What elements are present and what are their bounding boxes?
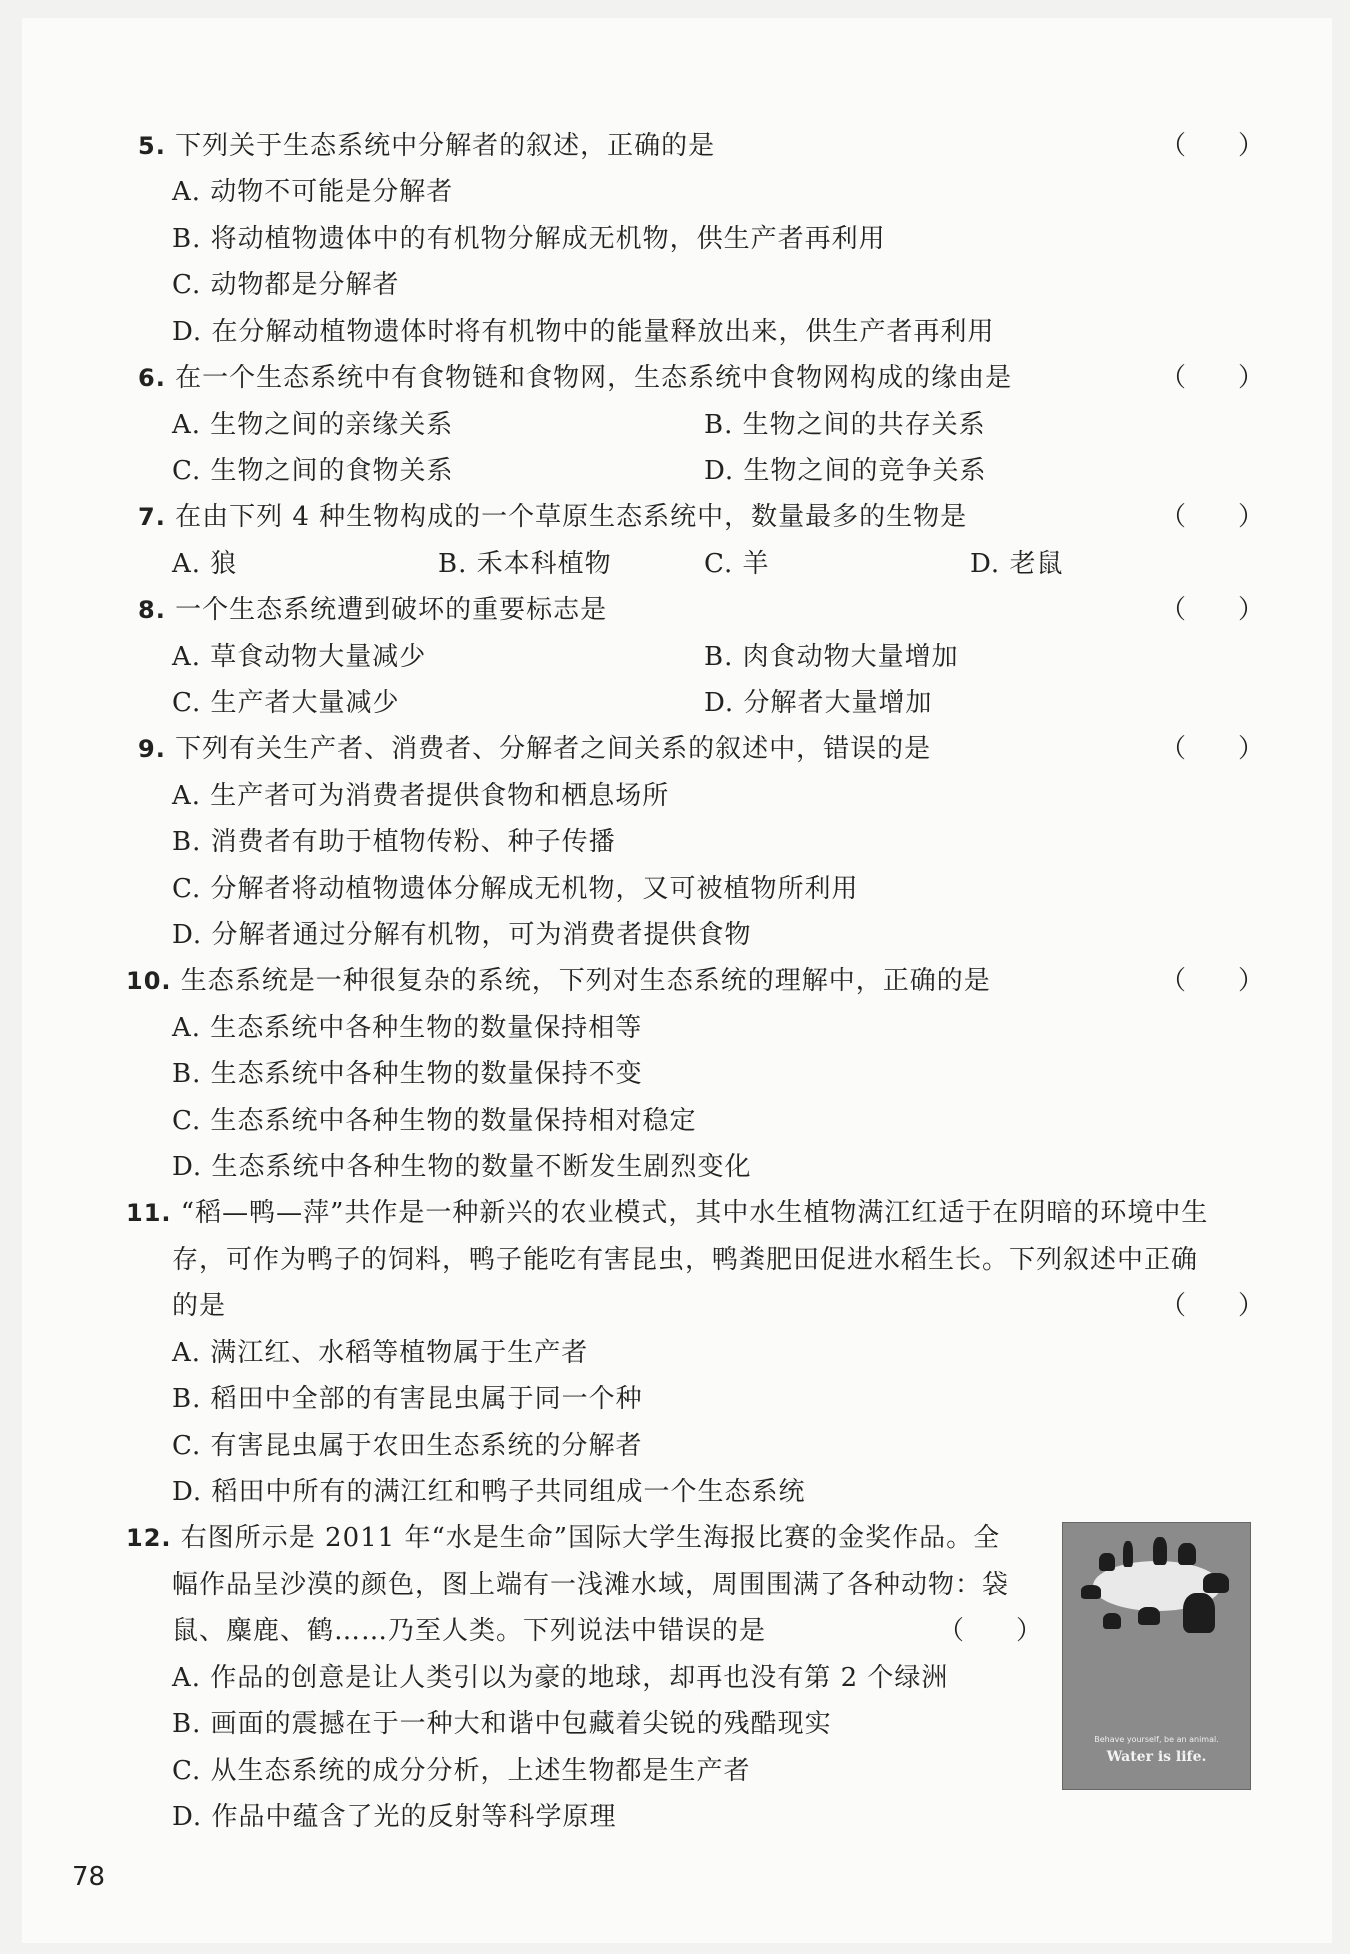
answer-parenthesis[interactable]: （ ） (1160, 502, 1265, 532)
option-b: B. 消费者有助于植物传粉、种子传播 (172, 827, 616, 857)
option-c: C. 分解者将动植物遗体分解成无机物，又可被植物所利用 (172, 874, 859, 904)
question-number: 10. (126, 967, 172, 995)
option-c: C. 有害昆虫属于农田生态系统的分解者 (172, 1431, 643, 1461)
page-number: 78 (72, 1862, 106, 1892)
question-10-stem (126, 966, 991, 996)
option-a: A. 生物之间的亲缘关系 (172, 410, 454, 440)
animal-silhouette (1081, 1585, 1101, 1599)
question-text-continued: 的是 (172, 1291, 227, 1321)
option-d: D. 在分解动植物遗体时将有机物中的能量释放出来，供生产者再利用 (172, 317, 995, 347)
question-5-stem (138, 131, 715, 161)
answer-parenthesis[interactable]: （ ） (1160, 734, 1265, 764)
question-text: 在一个生态系统中有食物链和食物网，生态系统中食物网构成的缘由是 (175, 363, 1013, 393)
option-a: A. 草食动物大量减少 (172, 642, 427, 672)
question-7-stem (138, 502, 967, 532)
animal-silhouette (1138, 1607, 1160, 1625)
option-b: B. 稻田中全部的有害昆虫属于同一个种 (172, 1384, 643, 1414)
animal-silhouette (1099, 1553, 1115, 1571)
option-c: C. 生态系统中各种生物的数量保持相对稳定 (172, 1106, 697, 1136)
question-text: 生态系统是一种很复杂的系统，下列对生态系统的理解中，正确的是 (180, 966, 991, 996)
question-number: 6. (138, 364, 166, 392)
option-d: D. 生物之间的竞争关系 (704, 456, 987, 486)
answer-parenthesis[interactable]: （ ） (1160, 1291, 1265, 1321)
option-b: B. 将动植物遗体中的有机物分解成无机物，供生产者再利用 (172, 224, 886, 254)
option-c: C. 生物之间的食物关系 (172, 456, 454, 486)
option-d: D. 稻田中所有的满江红和鸭子共同组成一个生态系统 (172, 1477, 806, 1507)
question-number: 7. (138, 503, 166, 531)
question-12-stem (126, 1523, 1000, 1553)
question-text: 在由下列 4 种生物构成的一个草原生态系统中，数量最多的生物是 (175, 502, 968, 532)
question-text-continued: 存，可作为鸭子的饲料，鸭子能吃有害昆虫，鸭粪肥田促进水稻生长。下列叙述中正确 (172, 1245, 1199, 1275)
answer-parenthesis[interactable]: （ ） (1160, 131, 1265, 161)
option-c: C. 从生态系统的成分分析，上述生物都是生产者 (172, 1756, 751, 1786)
option-a: A. 生产者可为消费者提供食物和栖息场所 (172, 781, 670, 811)
human-silhouette (1123, 1541, 1133, 1567)
question-text: 一个生态系统遭到破坏的重要标志是 (175, 595, 608, 625)
question-text: “稻—鸭—萍”共作是一种新兴的农业模式，其中水生植物满江红适于在阴暗的环境中生 (180, 1198, 1209, 1228)
elephant-silhouette (1183, 1593, 1215, 1633)
answer-parenthesis[interactable]: （ ） (938, 1616, 1043, 1646)
option-a: A. 满江红、水稻等植物属于生产者 (172, 1338, 589, 1368)
question-number: 12. (126, 1524, 172, 1552)
question-text-continued: 鼠、麋鹿、鹤……乃至人类。下列说法中错误的是 (172, 1616, 767, 1646)
option-d: D. 老鼠 (970, 549, 1064, 579)
animal-silhouette (1153, 1537, 1167, 1565)
poster-tagline: Behave yourself, be an animal. (1094, 1735, 1219, 1744)
option-b: B. 生物之间的共存关系 (704, 410, 986, 440)
option-a: A. 作品的创意是让人类引以为豪的地球，却再也没有第 2 个绿洲 (172, 1663, 949, 1693)
option-b: B. 禾本科植物 (438, 549, 612, 579)
question-text-continued: 幅作品呈沙漠的颜色，图上端有一浅滩水域，周围围满了各种动物：袋 (172, 1570, 1010, 1600)
question-8-stem (138, 595, 607, 625)
answer-parenthesis[interactable]: （ ） (1160, 595, 1265, 625)
option-d: D. 分解者通过分解有机物，可为消费者提供食物 (172, 920, 752, 950)
animal-silhouette (1203, 1573, 1229, 1593)
option-d: D. 生态系统中各种生物的数量不断发生剧烈变化 (172, 1152, 752, 1182)
question-text: 右图所示是 2011 年“水是生命”国际大学生海报比赛的金奖作品。全 (180, 1523, 1001, 1553)
option-b: B. 肉食动物大量增加 (704, 642, 959, 672)
question-number: 8. (138, 596, 166, 624)
poster-slogan: Water is life. (1106, 1749, 1207, 1765)
poster-image (1062, 1522, 1251, 1790)
option-a: A. 狼 (172, 549, 238, 579)
option-c: C. 生产者大量减少 (172, 688, 400, 718)
option-c: C. 羊 (704, 549, 770, 579)
answer-parenthesis[interactable]: （ ） (1160, 966, 1265, 996)
question-number: 9. (138, 735, 166, 763)
option-b: B. 生态系统中各种生物的数量保持不变 (172, 1059, 643, 1089)
option-a: A. 动物不可能是分解者 (172, 177, 454, 207)
question-text: 下列关于生态系统中分解者的叙述，正确的是 (175, 131, 716, 161)
animal-silhouette (1178, 1543, 1196, 1565)
question-number: 11. (126, 1199, 172, 1227)
question-11-stem (126, 1198, 1208, 1228)
question-9-stem (138, 734, 931, 764)
question-6-stem (138, 363, 1012, 393)
option-a: A. 生态系统中各种生物的数量保持相等 (172, 1013, 643, 1043)
option-b: B. 画面的震撼在于一种大和谐中包藏着尖锐的残酷现实 (172, 1709, 832, 1739)
option-c: C. 动物都是分解者 (172, 270, 400, 300)
option-d: D. 分解者大量增加 (704, 688, 933, 718)
question-text: 下列有关生产者、消费者、分解者之间关系的叙述中，错误的是 (175, 734, 932, 764)
option-d: D. 作品中蕴含了光的反射等科学原理 (172, 1802, 617, 1832)
answer-parenthesis[interactable]: （ ） (1160, 363, 1265, 393)
animal-silhouette (1103, 1613, 1121, 1629)
question-number: 5. (138, 132, 166, 160)
